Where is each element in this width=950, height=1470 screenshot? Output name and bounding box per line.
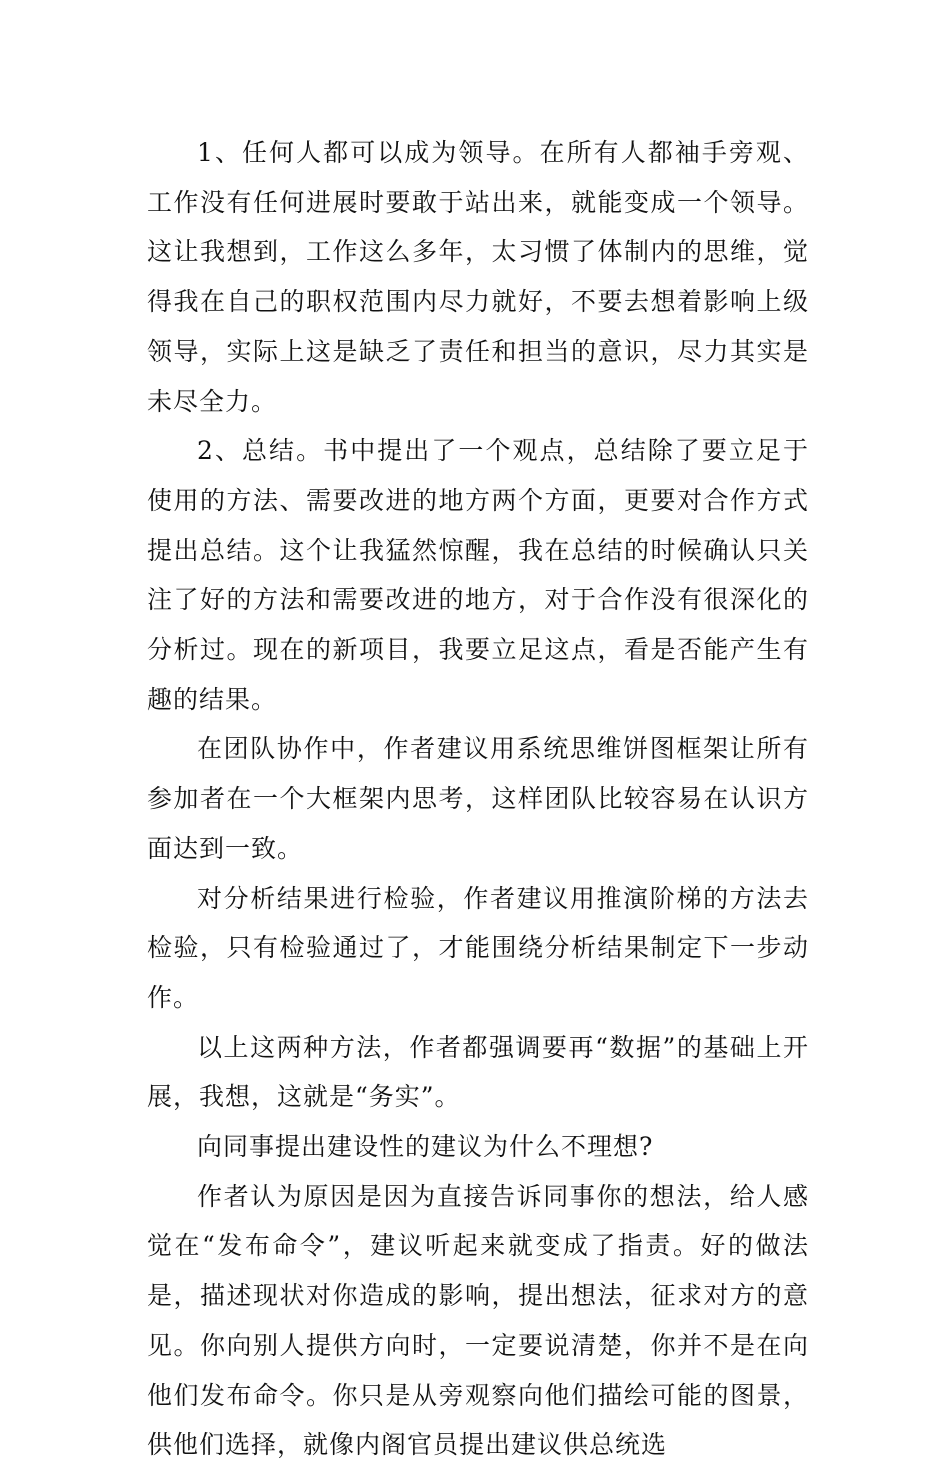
paragraph-result-verification: 对分析结果进行检验，作者建议用推演阶梯的方法去检验，只有检验通过了，才能围绕分析结果制定下一步动作。 bbox=[147, 883, 809, 1012]
paragraph-leadership: 1、任何人都可以成为领导。在所有人都袖手旁观、工作没有任何进展时要敢于站出来，就能变成一个领导。这让我想到，工作这么多年，太习惯了体制内的思维，觉得我在自己的职权范围内尽力就好，不要去想着影响上级领导，实际上这是缺乏了责任和担当的意识，尽力其实是未尽全力。 bbox=[147, 138, 809, 416]
paragraph-question-heading: 向同事提出建设性的建议为什么不理想? bbox=[197, 1132, 654, 1162]
paragraph-data-pragmatism: 以上这两种方法，作者都强调要再“数据”的基础上开展，我想，这就是“务实”。 bbox=[147, 1032, 809, 1112]
paragraph-team-collaboration: 在团队协作中，作者建议用系统思维饼图框架让所有参加者在一个大框架内思考，这样团队比较容易在认识方面达到一致。 bbox=[147, 734, 809, 863]
paragraph-author-reason: 作者认为原因是因为直接告诉同事你的想法，给人感觉在“发布命令”，建议听起来就变成了指责。好的做法是，描述现状对你造成的影响，提出想法，征求对方的意见。你向别人提供方向时，一定要说清楚，你并不是在向他们发布命令。你只是从旁观察向他们描绘可能的图景，供他们选择，就像内阁官员提出建议供总统选 bbox=[147, 1181, 809, 1460]
paragraph-summary: 2、总结。书中提出了一个观点，总结除了要立足于使用的方法、需要改进的地方两个方面，更要对合作方式提出总结。这个让我猛然惊醒，我在总结的时候确认只关注了好的方法和需要改进的地方，对于合作没有很深化的分析过。现在的新项目，我要立足这点，看是否能产生有趣的结果。 bbox=[147, 436, 809, 714]
document-body bbox=[147, 128, 809, 1470]
